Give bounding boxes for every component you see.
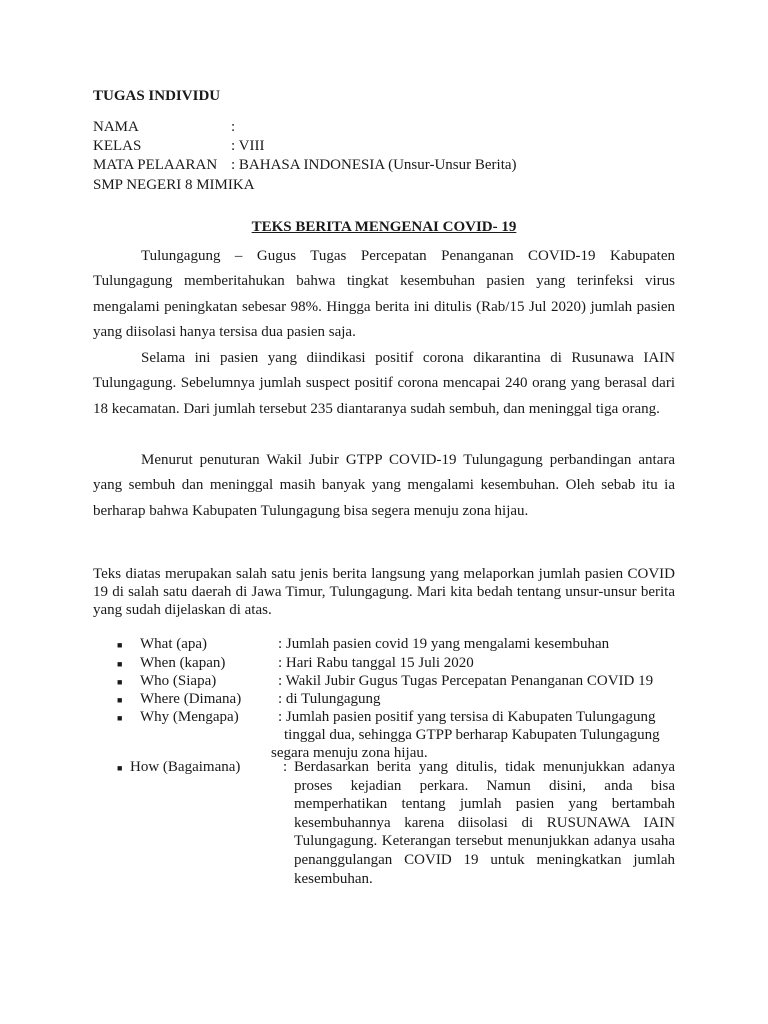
element-value-what: : Jumlah pasien covid 19 yang mengalami kesembuhan: [278, 636, 610, 652]
bullet-marker: ■: [117, 713, 123, 723]
article-title: TEKS BERITA MENGENAI COVID- 19: [251, 219, 517, 235]
field-label-kelas: KELAS: [93, 138, 142, 154]
bullet-marker: ■: [117, 659, 123, 669]
article-paragraph-2: Selama ini pasien yang diindikasi positif corona dikarantina di Rusunawa IAIN Tulungagung. Sebelumnya jumlah suspect positif corona mencapai 240 orang yang berasal dari 18 kecamatan. Dari jumlah tersebut 235 diantaranya sudah sembuh, dan meninggal tiga orang.: [93, 350, 675, 417]
element-value-where: : di Tulungagung: [278, 691, 381, 707]
element-label-how: How (Bagaimana): [130, 759, 241, 775]
field-label-mata-pelajaran: MATA PELAARAN: [93, 157, 218, 173]
article-paragraph-3: Menurut penuturan Wakil Jubir GTPP COVID-19 Tulungagung perbandingan antara yang sembuh dan meninggal masih banyak yang mengalami kesembuhan. Oleh sebab itu ia berharap bahwa Kabupaten Tulungagung bisa segera menuju zona hijau.: [93, 452, 675, 519]
element-label-why: Why (Mengapa): [140, 709, 239, 725]
bullet-marker: ■: [117, 640, 123, 650]
bullet-marker: ■: [117, 763, 123, 773]
element-label-where: Where (Dimana): [140, 691, 242, 707]
element-label-what: What (apa): [140, 636, 208, 652]
element-value-why-line-3: segara menuju zona hijau.: [271, 745, 428, 761]
element-value-who: : Wakil Jubir Gugus Tugas Percepatan Penanganan COVID 19: [278, 673, 654, 689]
element-label-when: When (kapan): [140, 655, 226, 671]
element-label-who: Who (Siapa): [140, 673, 217, 689]
field-value-nama: :: [231, 119, 236, 135]
element-value-when: : Hari Rabu tanggal 15 Juli 2020: [278, 655, 474, 671]
element-colon-how: :: [283, 759, 288, 775]
analysis-intro: Teks diatas merupakan salah satu jenis berita langsung yang melaporkan jumlah pasien COVID 19 di salah satu daerah di Jawa Timur, Tulungagung. Mari kita bedah tentang unsur-unsur berita yang sudah dijelaskan di atas.: [93, 566, 675, 618]
bullet-marker: ■: [117, 695, 123, 705]
element-value-why-line-1: : Jumlah pasien positif yang tersisa di Kabupaten Tulungagung: [278, 709, 656, 725]
article-paragraph-1: Tulungagung – Gugus Tugas Percepatan Penanganan COVID-19 Kabupaten Tulungagung memberitahukan bahwa tingkat kesembuhan pasien yang terinfeksi virus mengalami peningkatan sebesar 98%. Hingga berita ini ditulis (Rab/15 Jul 2020) jumlah pasien yang diisolasi hanya tersisa dua pasien saja.: [93, 248, 675, 340]
field-value-mata-pelajaran: : BAHASA INDONESIA (Unsur-Unsur Berita): [231, 157, 517, 173]
field-label-nama: NAMA: [93, 119, 139, 135]
field-value-kelas: : VIII: [231, 138, 265, 154]
element-value-why-line-2: tinggal dua, sehingga GTPP berharap Kabupaten Tulungagung: [284, 727, 660, 743]
bullet-marker: ■: [117, 677, 123, 687]
school-name: SMP NEGERI 8 MIMIKA: [93, 177, 255, 193]
assignment-title: TUGAS INDIVIDU: [93, 88, 221, 104]
element-value-how: Berdasarkan berita yang ditulis, tidak menunjukkan adanya proses kejadian perkara. Namun disini, anda bisa memperhatikan tentang jumlah pasien yang bertambah kesembuhannya karena diisolasi di RUSUNAWA IAIN Tulungagung. Keterangan tersebut menunjukkan adanya usaha penanggulangan COVID 19 untuk meningkatkan jumlah kesembuhan.: [294, 759, 675, 887]
